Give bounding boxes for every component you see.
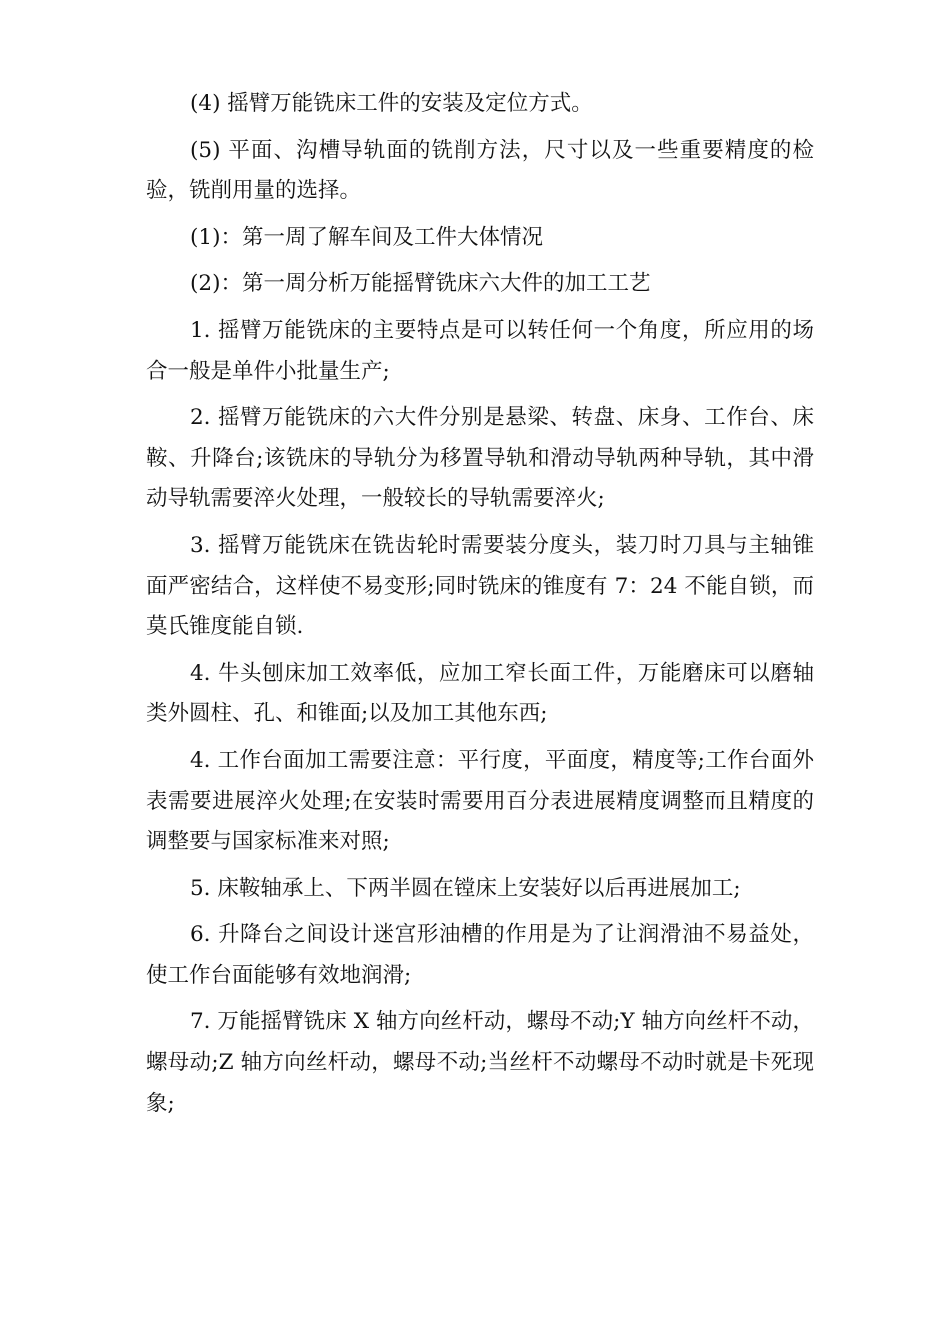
- document-body: [146, 84, 814, 1130]
- paragraph-point-2: 2. 摇臂万能铣床的六大件分别是悬梁、转盘、床身、工作台、床鞍、升降台;该铣床的导轨分为移置导轨和滑动导轨两种导轨，其中滑动导轨需要淬火处理，一般较长的导轨需要淬火;: [146, 405, 814, 512]
- paragraph-point-4-worktable: 4. 工作台面加工需要注意：平行度，平面度，精度等;工作台面外表需要进展淬火处理;在安装时需要用百分表进展精度调整而且精度的调整要与国家标准来对照;: [146, 747, 814, 855]
- paragraph-item-4-installation: (4) 摇臂万能铣床工件的安装及定位方式。: [190, 91, 593, 116]
- paragraph-point-5: 5. 床鞍轴承上、下两半圆在镗床上安装好以后再进展加工;: [190, 875, 741, 901]
- paragraph-point-1: 1. 摇臂万能铣床的主要特点是可以转任何一个角度，所应用的场合一般是单件小批量生产;: [146, 317, 814, 384]
- paragraph-point-7: 7. 万能摇臂铣床 X 轴方向丝杆动，螺母不动;Y 轴方向丝杆不动，螺母动;Z 轴方向丝杆动，螺母不动;当丝杆不动螺母不动时就是卡死现象;: [146, 1009, 814, 1116]
- paragraph-point-4-planer: 4. 牛头刨床加工效率低，应加工窄长面工件，万能磨床可以磨轴类外圆柱、孔、和锥面;以及加工其他东西;: [146, 660, 814, 727]
- paragraph-item-5-milling-method: (5) 平面、沟槽导轨面的铣削方法，尺寸以及一些重要精度的检验，铣削用量的选择。: [146, 137, 814, 204]
- paragraph-point-3: 3. 摇臂万能铣床在铣齿轮时需要装分度头，装刀时刀具与主轴锥面严密结合，这样使不易变形;同时铣床的锥度有 7：24 不能自锁，而莫氏锥度能自锁.: [146, 532, 814, 640]
- paragraph-week-1-workshop: (1)：第一周了解车间及工件大体情况: [190, 224, 543, 250]
- paragraph-point-6: 6. 升降台之间设计迷宫形油槽的作用是为了让润滑油不易益处，使工作台面能够有效地润滑;: [146, 922, 814, 988]
- paragraph-week-1-analysis: (2)：第一周分析万能摇臂铣床六大件的加工工艺: [190, 271, 651, 297]
